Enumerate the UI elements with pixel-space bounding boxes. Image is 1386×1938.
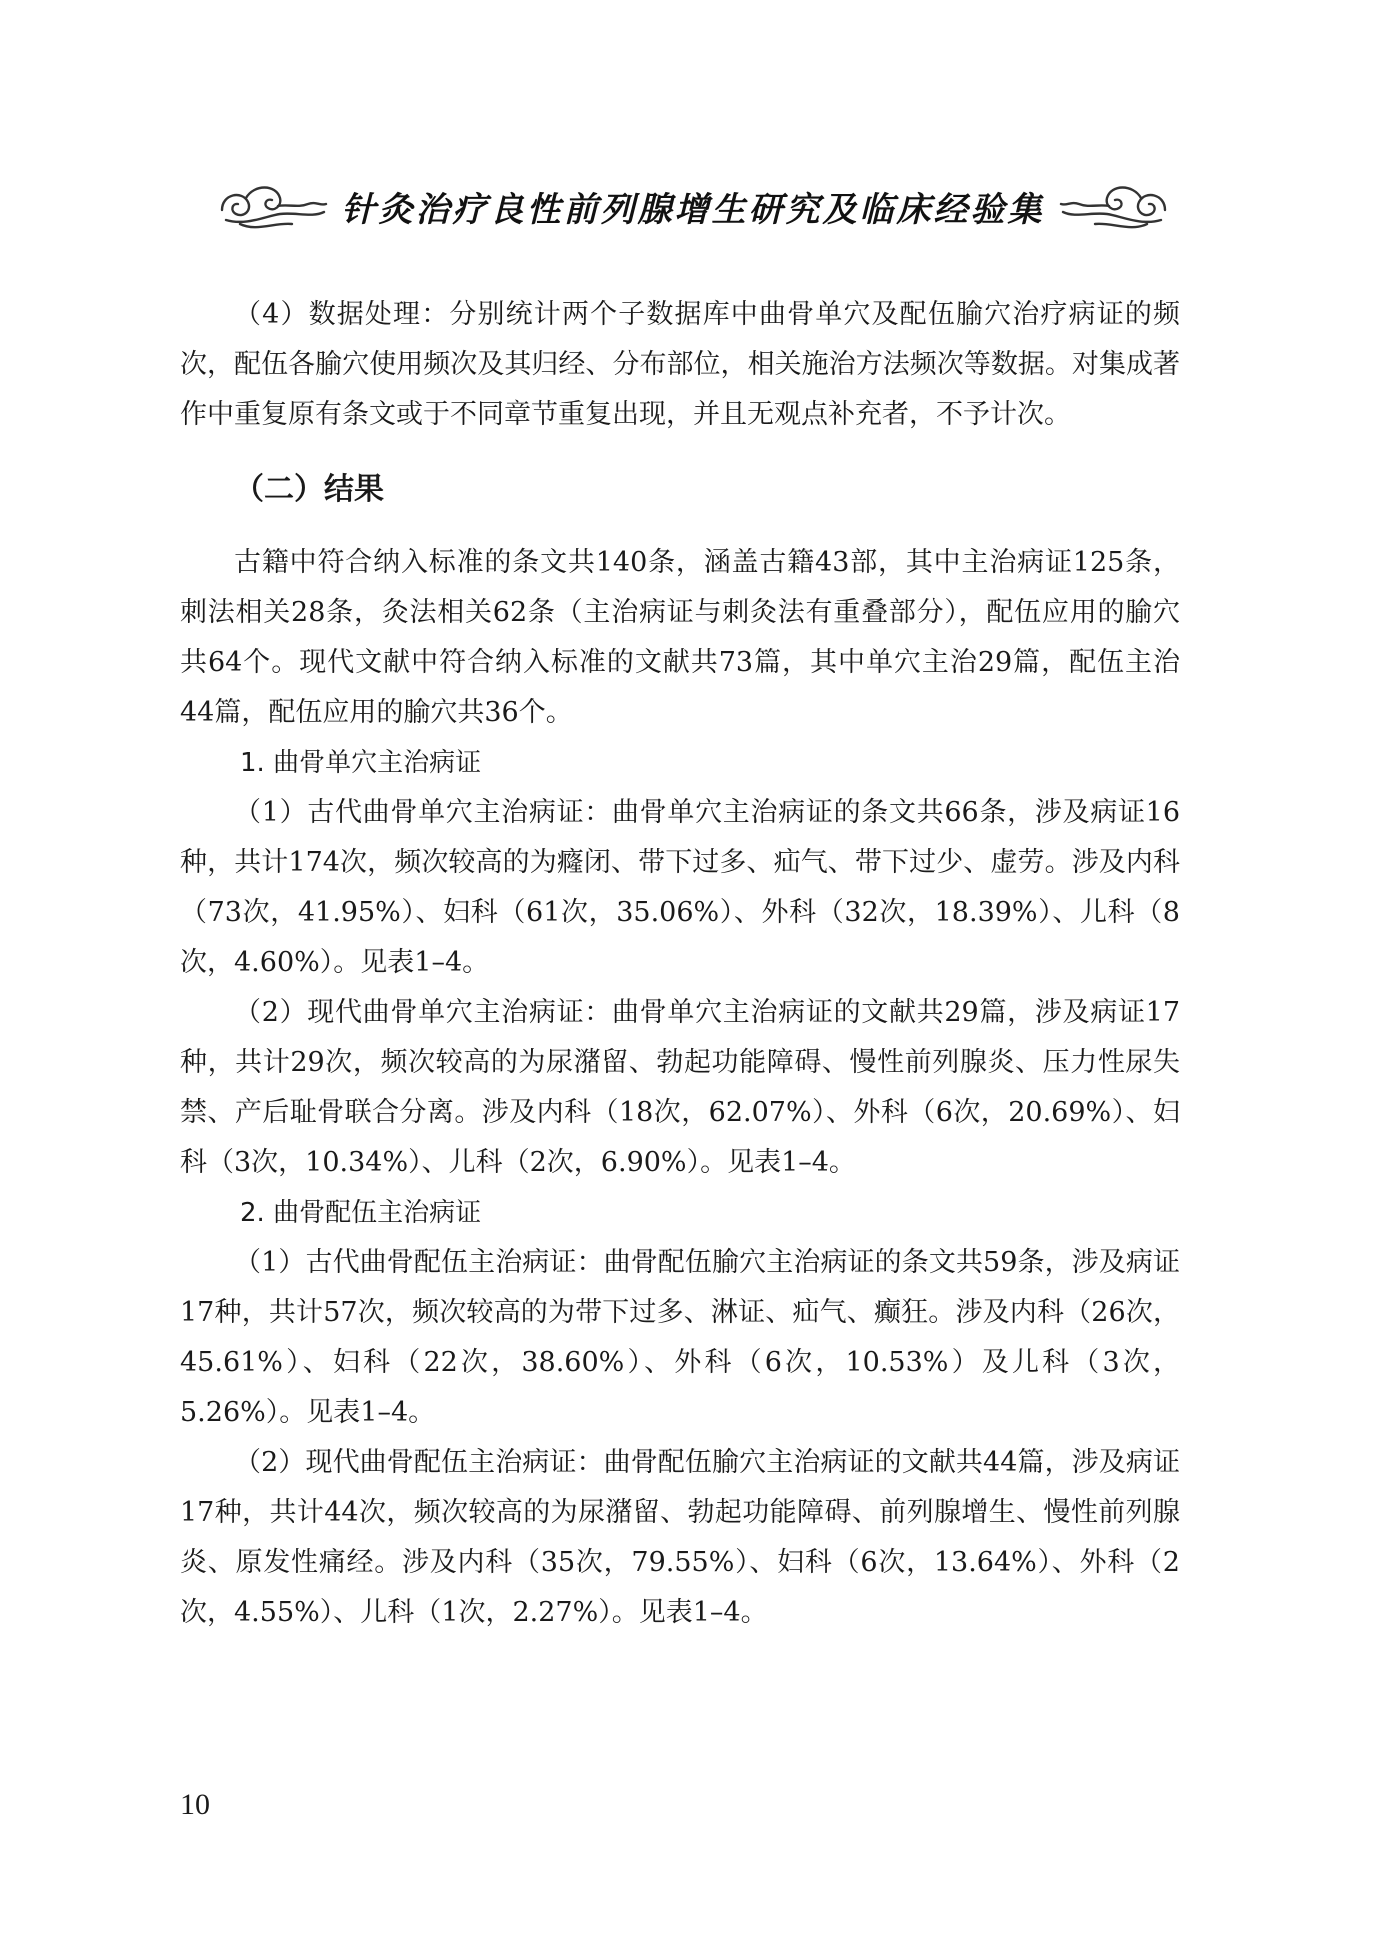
cloud-scroll-ornament-icon xyxy=(1059,176,1171,236)
paragraph-data-processing: （4）数据处理：分别统计两个子数据库中曲骨单穴及配伍腧穴治疗病证的频次，配伍各腧穴使用频次及其归经、分布部位，相关施治方法频次等数据。对集成著作中重复原有条文或于不同章节重复出现，并且无观点补充者，不予计次。 xyxy=(180,299,1180,430)
body-text xyxy=(180,290,1180,1638)
paragraph-ancient-combination: （1）古代曲骨配伍主治病证：曲骨配伍腧穴主治病证的条文共59条，涉及病证17种，共计57次，频次较高的为带下过多、淋证、疝气、癫狂。涉及内科（26次，45.61%）、妇科（22次，38.60%）、外科（6次，10.53%）及儿科（3次，5.26%）。见表1–4。 xyxy=(180,1247,1180,1428)
cloud-scroll-ornament-icon xyxy=(216,176,328,236)
paragraph-modern-single-point: （2）现代曲骨单穴主治病证：曲骨单穴主治病证的文献共29篇，涉及病证17种，共计29次，频次较高的为尿潴留、勃起功能障碍、慢性前列腺炎、压力性尿失禁、产后耻骨联合分离。涉及内科（18次，62.07%）、外科（6次，20.69%）、妇科（3次，10.34%）、儿科（2次，6.90%）。见表1–4。 xyxy=(180,997,1180,1178)
running-header-title: 针灸治疗良性前列腺增生研究及临床经验集 xyxy=(341,189,1045,230)
running-header xyxy=(128,170,1258,242)
section-heading-results: （二）结果 xyxy=(234,472,384,507)
paragraph-modern-combination: （2）现代曲骨配伍主治病证：曲骨配伍腧穴主治病证的文献共44篇，涉及病证17种，共计44次，频次较高的为尿潴留、勃起功能障碍、前列腺增生、慢性前列腺炎、原发性痛经。涉及内科（35次，79.55%）、妇科（6次，13.64%）、外科（2次，4.55%）、儿科（1次，2.27%）。见表1–4。 xyxy=(180,1447,1180,1628)
paragraph-ancient-single-point: （1）古代曲骨单穴主治病证：曲骨单穴主治病证的条文共66条，涉及病证16种，共计174次，频次较高的为癃闭、带下过多、疝气、带下过少、虚劳。涉及内科（73次，41.95%）、妇科（61次，35.06%）、外科（32次，18.39%）、儿科（8次，4.60%）。见表1–4。 xyxy=(180,797,1180,978)
subheading-single-point: 1. 曲骨单穴主治病证 xyxy=(240,748,482,778)
paragraph-results-intro: 古籍中符合纳入标准的条文共140条，涵盖古籍43部，其中主治病证125条，刺法相关28条，灸法相关62条（主治病证与刺灸法有重叠部分），配伍应用的腧穴共64个。现代文献中符合纳入标准的文献共73篇，其中单穴主治29篇，配伍主治44篇，配伍应用的腧穴共36个。 xyxy=(180,547,1180,728)
subheading-combination: 2. 曲骨配伍主治病证 xyxy=(240,1198,482,1228)
page-number: 10 xyxy=(180,1788,210,1821)
